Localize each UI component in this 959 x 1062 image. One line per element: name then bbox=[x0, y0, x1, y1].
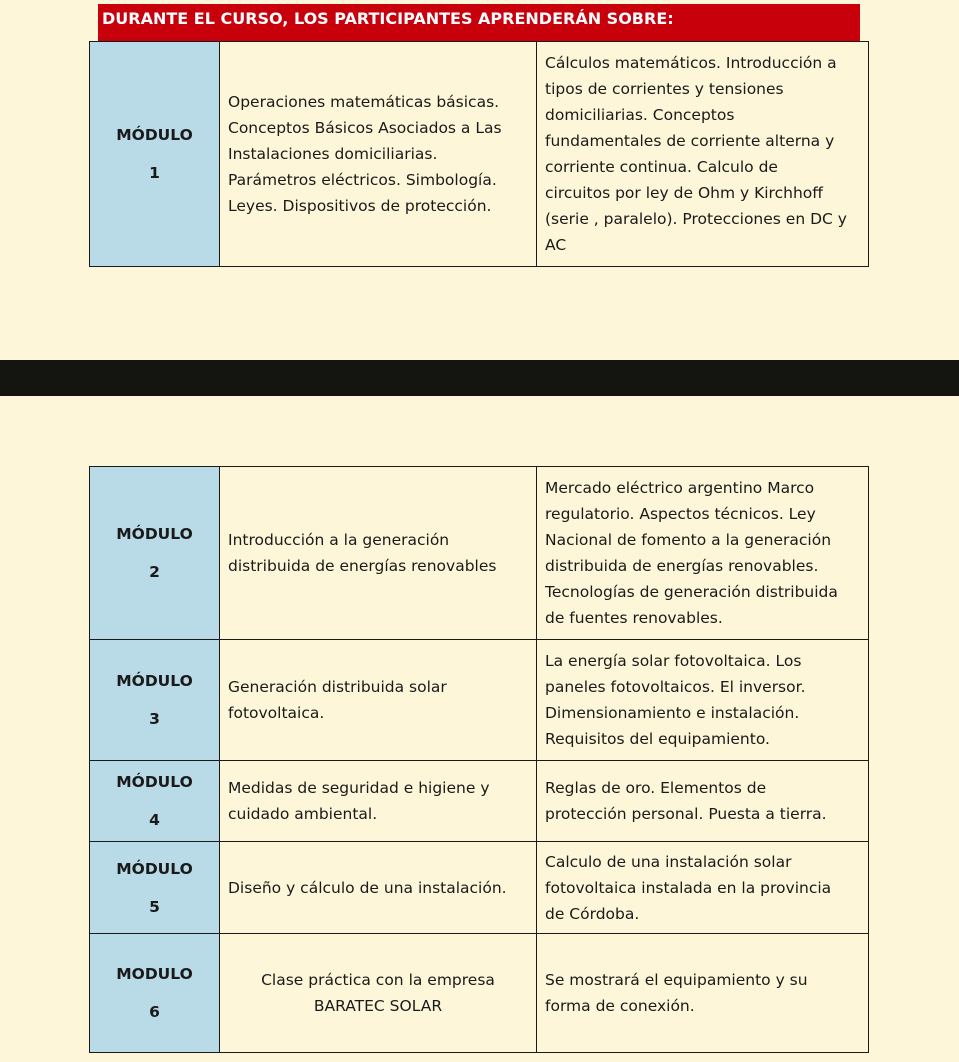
module-label: MÓDULO bbox=[116, 525, 193, 543]
description-line: Dimensionamiento e instalación. bbox=[545, 704, 800, 722]
table-row bbox=[90, 42, 869, 267]
module-topics-cell bbox=[220, 42, 537, 267]
module-number: 2 bbox=[149, 563, 160, 581]
module-topics-cell bbox=[220, 640, 537, 761]
description-line: Se mostrará el equipamiento y su bbox=[545, 971, 808, 989]
module-description-cell bbox=[537, 42, 869, 267]
description-line: (serie , paralelo). Protecciones en DC y bbox=[545, 210, 847, 228]
module-label-cell bbox=[90, 842, 220, 934]
topic-line: Parámetros eléctricos. Simbología. bbox=[228, 171, 497, 189]
module-number: 3 bbox=[149, 710, 160, 728]
module-description-cell bbox=[537, 640, 869, 761]
topic-line: Operaciones matemáticas básicas. bbox=[228, 93, 500, 111]
description-line: Tecnologías de generación distribuida bbox=[545, 583, 838, 601]
section-divider bbox=[0, 360, 959, 396]
description-line: Nacional de fomento a la generación bbox=[545, 531, 832, 549]
topic-line: Medidas de seguridad e higiene y bbox=[228, 779, 490, 797]
description-line: Calculo de una instalación solar bbox=[545, 852, 792, 871]
topic-line: Leyes. Dispositivos de protección. bbox=[228, 197, 492, 215]
description-line: Requisitos del equipamiento. bbox=[545, 730, 770, 748]
module-label: MODULO bbox=[116, 965, 193, 983]
module-label: MÓDULO bbox=[116, 672, 193, 690]
description-line: La energía solar fotovoltaica. Los bbox=[545, 652, 802, 670]
module-label-cell bbox=[90, 42, 220, 267]
modules-table bbox=[89, 466, 869, 1053]
description-line: circuitos por ley de Ohm y Kirchhoff bbox=[545, 184, 823, 202]
table-row bbox=[90, 467, 869, 640]
table-row bbox=[90, 934, 869, 1053]
course-header: DURANTE EL CURSO, LOS PARTICIPANTES APRENDERÁN SOBRE: bbox=[98, 4, 860, 41]
table-row bbox=[90, 761, 869, 842]
table-row bbox=[90, 842, 869, 934]
topic-line: Clase práctica con la empresa bbox=[261, 971, 495, 989]
module-description-cell bbox=[537, 467, 869, 640]
module-label-cell bbox=[90, 761, 220, 842]
description-line: AC bbox=[545, 236, 567, 254]
module-label-cell bbox=[90, 467, 220, 640]
module-number: 4 bbox=[149, 811, 160, 829]
topic-line: Instalaciones domiciliarias. bbox=[228, 145, 438, 163]
topic-line: cuidado ambiental. bbox=[228, 805, 378, 823]
description-line: domiciliarias. Conceptos bbox=[545, 106, 735, 124]
description-line: forma de conexión. bbox=[545, 997, 695, 1015]
module-label-cell bbox=[90, 934, 220, 1053]
topic-line: Introducción a la generación bbox=[228, 531, 450, 549]
topic-line: Generación distribuida solar bbox=[228, 678, 447, 696]
description-line: fotovoltaica instalada en la provincia bbox=[545, 878, 832, 897]
module-description-cell bbox=[537, 934, 869, 1053]
module-topics-cell bbox=[220, 467, 537, 640]
description-line: Cálculos matemáticos. Introducción a bbox=[545, 54, 837, 72]
module-label: MÓDULO bbox=[116, 126, 193, 144]
description-line: paneles fotovoltaicos. El inversor. bbox=[545, 678, 806, 696]
topic-line: Conceptos Básicos Asociados a Las bbox=[228, 119, 502, 137]
module-number: 6 bbox=[149, 1003, 160, 1021]
description-line: de fuentes renovables. bbox=[545, 609, 723, 627]
module-description-cell bbox=[537, 761, 869, 842]
module-label: MÓDULO bbox=[116, 859, 193, 878]
topic-line: distribuida de energías renovables bbox=[228, 557, 497, 575]
description-line: de Córdoba. bbox=[545, 904, 640, 923]
topic-line: Diseño y cálculo de una instalación. bbox=[228, 878, 507, 897]
module-label-cell bbox=[90, 640, 220, 761]
description-line: regulatorio. Aspectos técnicos. Ley bbox=[545, 505, 816, 523]
module-label: MÓDULO bbox=[116, 773, 193, 791]
module-topics-cell bbox=[220, 761, 537, 842]
module-topics-cell bbox=[220, 842, 537, 934]
module-1-table bbox=[89, 41, 869, 267]
module-number: 1 bbox=[149, 164, 160, 182]
topic-line: BARATEC SOLAR bbox=[313, 997, 443, 1015]
description-line: tipos de corrientes y tensiones bbox=[545, 80, 784, 98]
table-row bbox=[90, 640, 869, 761]
module-description-cell bbox=[537, 842, 869, 934]
module-number: 5 bbox=[149, 897, 160, 916]
description-line: fundamentales de corriente alterna y bbox=[545, 132, 835, 150]
description-line: Reglas de oro. Elementos de bbox=[545, 779, 767, 797]
description-line: corriente continua. Calculo de bbox=[545, 158, 778, 176]
description-line: Mercado eléctrico argentino Marco bbox=[545, 479, 815, 497]
module-topics-cell bbox=[220, 934, 537, 1053]
description-line: protección personal. Puesta a tierra. bbox=[545, 805, 827, 823]
topic-line: fotovoltaica. bbox=[228, 704, 325, 722]
description-line: distribuida de energías renovables. bbox=[545, 557, 819, 575]
